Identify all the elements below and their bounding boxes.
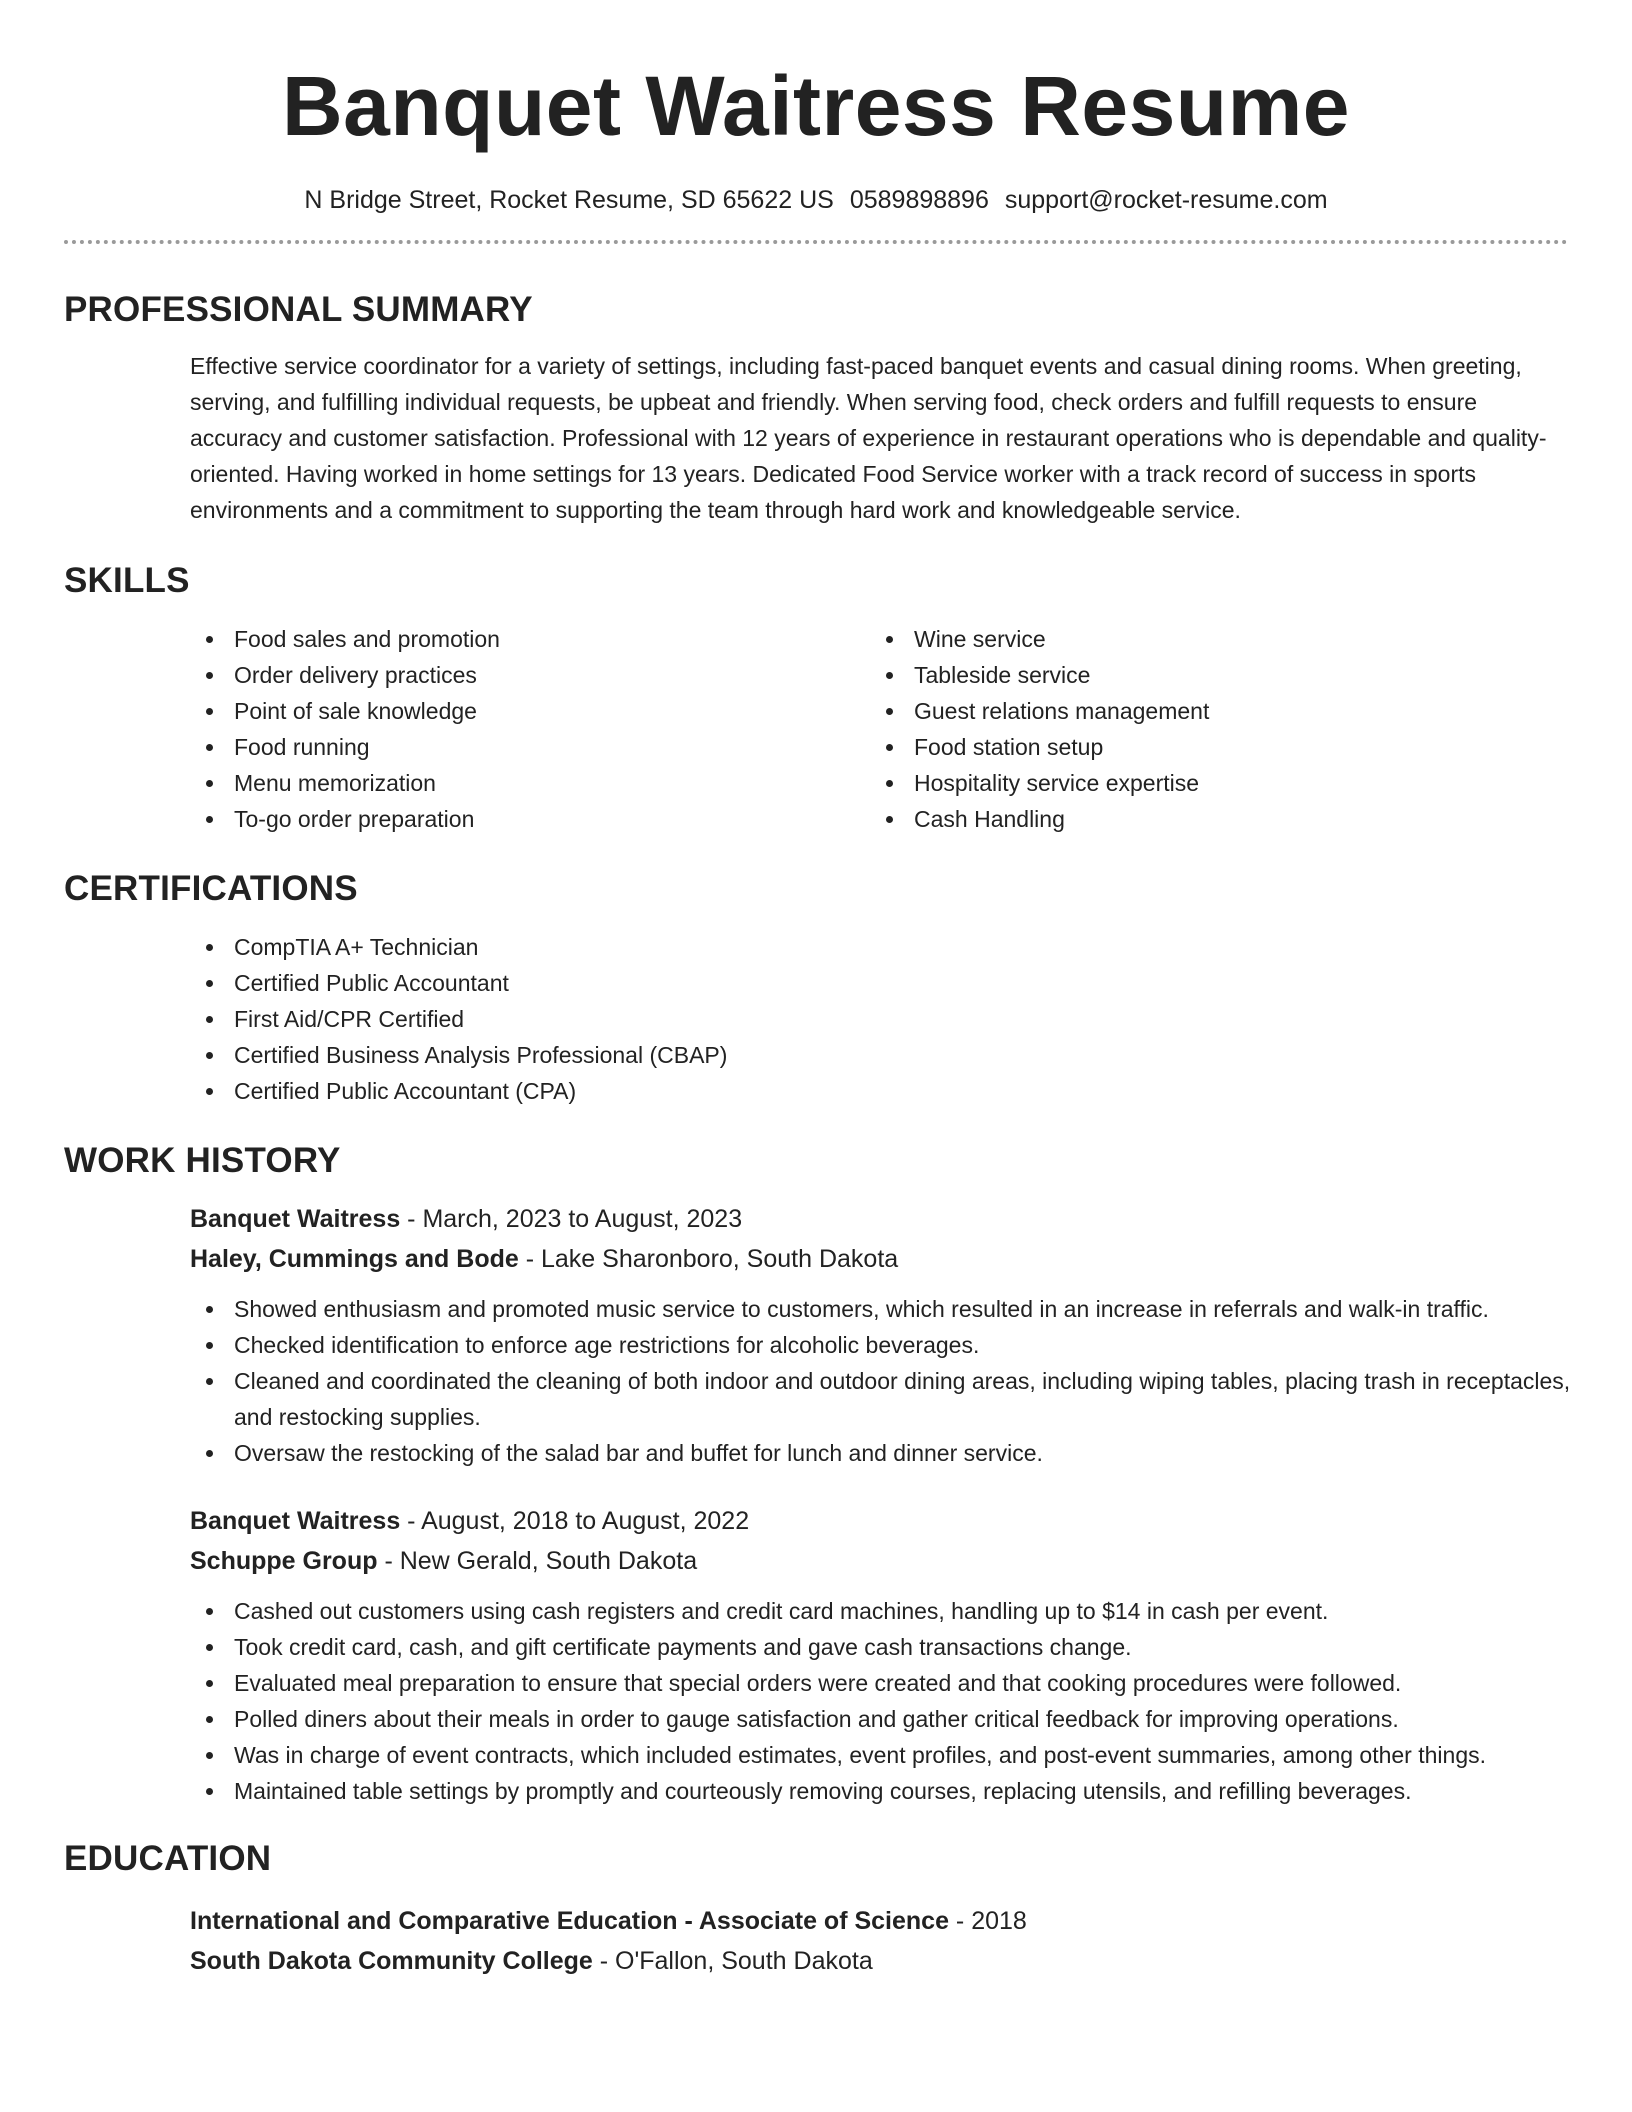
section-title-skills: SKILLS: [64, 561, 190, 600]
skills-columns: [190, 621, 1568, 837]
certification-item: Certified Public Accountant (CPA): [190, 1073, 1568, 1109]
job-role: Banquet Waitress: [190, 1507, 401, 1535]
skill-item: To-go order preparation: [190, 801, 870, 837]
contact-phone: 0589898896: [849, 186, 989, 214]
education-year: - 2018: [948, 1907, 1027, 1935]
skill-item: Wine service: [870, 621, 1550, 657]
job-company: Schuppe Group: [190, 1547, 378, 1575]
section-title-work-history: WORK HISTORY: [64, 1141, 341, 1180]
job-title-line: [190, 1501, 1568, 1541]
job-role: Banquet Waitress: [190, 1205, 401, 1233]
certification-item: First Aid/CPR Certified: [190, 1001, 1568, 1037]
certification-item: CompTIA A+ Technician: [190, 929, 1568, 965]
job-bullets: [190, 1593, 1580, 1809]
education-location: - O'Fallon, South Dakota: [592, 1947, 873, 1975]
education-entry: [190, 1901, 1568, 1981]
skill-item: Guest relations management: [870, 693, 1550, 729]
job-entry: [190, 1199, 1571, 1471]
education-school: South Dakota Community College: [190, 1947, 593, 1975]
contact-email: support@rocket-resume.com: [1004, 186, 1328, 214]
education-degree: International and Comparative Education - Associate of Science: [190, 1907, 949, 1935]
job-bullet: Was in charge of event contracts, which included estimates, event profiles, and post-event summaries, among other things.: [190, 1737, 1580, 1773]
skill-item: Menu memorization: [190, 765, 870, 801]
section-title-certifications: CERTIFICATIONS: [64, 869, 358, 908]
job-bullets: [190, 1291, 1580, 1471]
job-dates: - March, 2023 to August, 2023: [400, 1205, 743, 1233]
skill-item: Point of sale knowledge: [190, 693, 870, 729]
job-bullet: Evaluated meal preparation to ensure that special orders were created and that cooking procedures were followed.: [190, 1665, 1580, 1701]
job-dates: - August, 2018 to August, 2022: [400, 1507, 750, 1535]
summary-text: Effective service coordinator for a variety of settings, including fast-paced banquet events and casual dining rooms. When greeting, serving, and fulfilling individual requests, be upbeat and friendly. When serving food, check orders and fulfill requests to ensure accuracy and customer satisfaction. Professional with 12 years of experience in restaurant operations who is dependable and quality-oriented. Having worked in home settings for 13 years. Dedicated Food Service worker with a track record of success in sports environments and a commitment to supporting the team through hard work and knowledgeable service.: [190, 353, 1547, 523]
skill-item: Food station setup: [870, 729, 1550, 765]
job-bullet: Cashed out customers using cash registers and credit card machines, handling up to $14 in cash per event.: [190, 1593, 1580, 1629]
job-bullet: Checked identification to enforce age restrictions for alcoholic beverages.: [190, 1327, 1580, 1363]
education-school-line: [190, 1941, 1568, 1981]
skill-item: Order delivery practices: [190, 657, 870, 693]
skill-item: Food sales and promotion: [190, 621, 870, 657]
section-title-education: EDUCATION: [64, 1839, 272, 1878]
job-location: - New Gerald, South Dakota: [377, 1547, 698, 1575]
job-bullet: Showed enthusiasm and promoted music service to customers, which resulted in an increase in referrals and walk-in traffic.: [190, 1291, 1580, 1327]
skill-item: Cash Handling: [870, 801, 1550, 837]
skill-item: Food running: [190, 729, 870, 765]
job-company: Haley, Cummings and Bode: [190, 1245, 519, 1273]
skills-list-right: [870, 621, 1550, 837]
resume-name: Banquet Waitress Resume: [281, 59, 1351, 153]
job-title-line: [190, 1199, 1568, 1239]
job-bullet: Oversaw the restocking of the salad bar and buffet for lunch and dinner service.: [190, 1435, 1580, 1471]
header-divider: [64, 240, 1568, 244]
contact-address: N Bridge Street, Rocket Resume, SD 65622 US: [304, 186, 834, 214]
resume-page: [64, 0, 1571, 1981]
job-company-line: [190, 1541, 1568, 1581]
job-location: - Lake Sharonboro, South Dakota: [518, 1245, 899, 1273]
certifications-list: [190, 929, 1568, 1109]
skills-list-left: [190, 621, 870, 837]
certification-item: Certified Public Accountant: [190, 965, 1568, 1001]
section-title-summary: PROFESSIONAL SUMMARY: [64, 290, 533, 329]
education-degree-line: [190, 1901, 1568, 1941]
job-bullet: Maintained table settings by promptly and courteously removing courses, replacing utensils, and refilling beverages.: [190, 1773, 1580, 1809]
skill-item: Tableside service: [870, 657, 1550, 693]
job-bullet: Cleaned and coordinated the cleaning of both indoor and outdoor dining areas, including wiping tables, placing trash in receptacles, and restocking supplies.: [190, 1363, 1580, 1435]
job-bullet: Polled diners about their meals in order to gauge satisfaction and gather critical feedback for improving operations.: [190, 1701, 1580, 1737]
contact-line: [64, 186, 1568, 215]
skill-item: Hospitality service expertise: [870, 765, 1550, 801]
job-bullet: Took credit card, cash, and gift certificate payments and gave cash transactions change.: [190, 1629, 1580, 1665]
job-company-line: [190, 1239, 1568, 1279]
job-entry: [190, 1501, 1568, 1809]
certification-item: Certified Business Analysis Professional (CBAP): [190, 1037, 1568, 1073]
